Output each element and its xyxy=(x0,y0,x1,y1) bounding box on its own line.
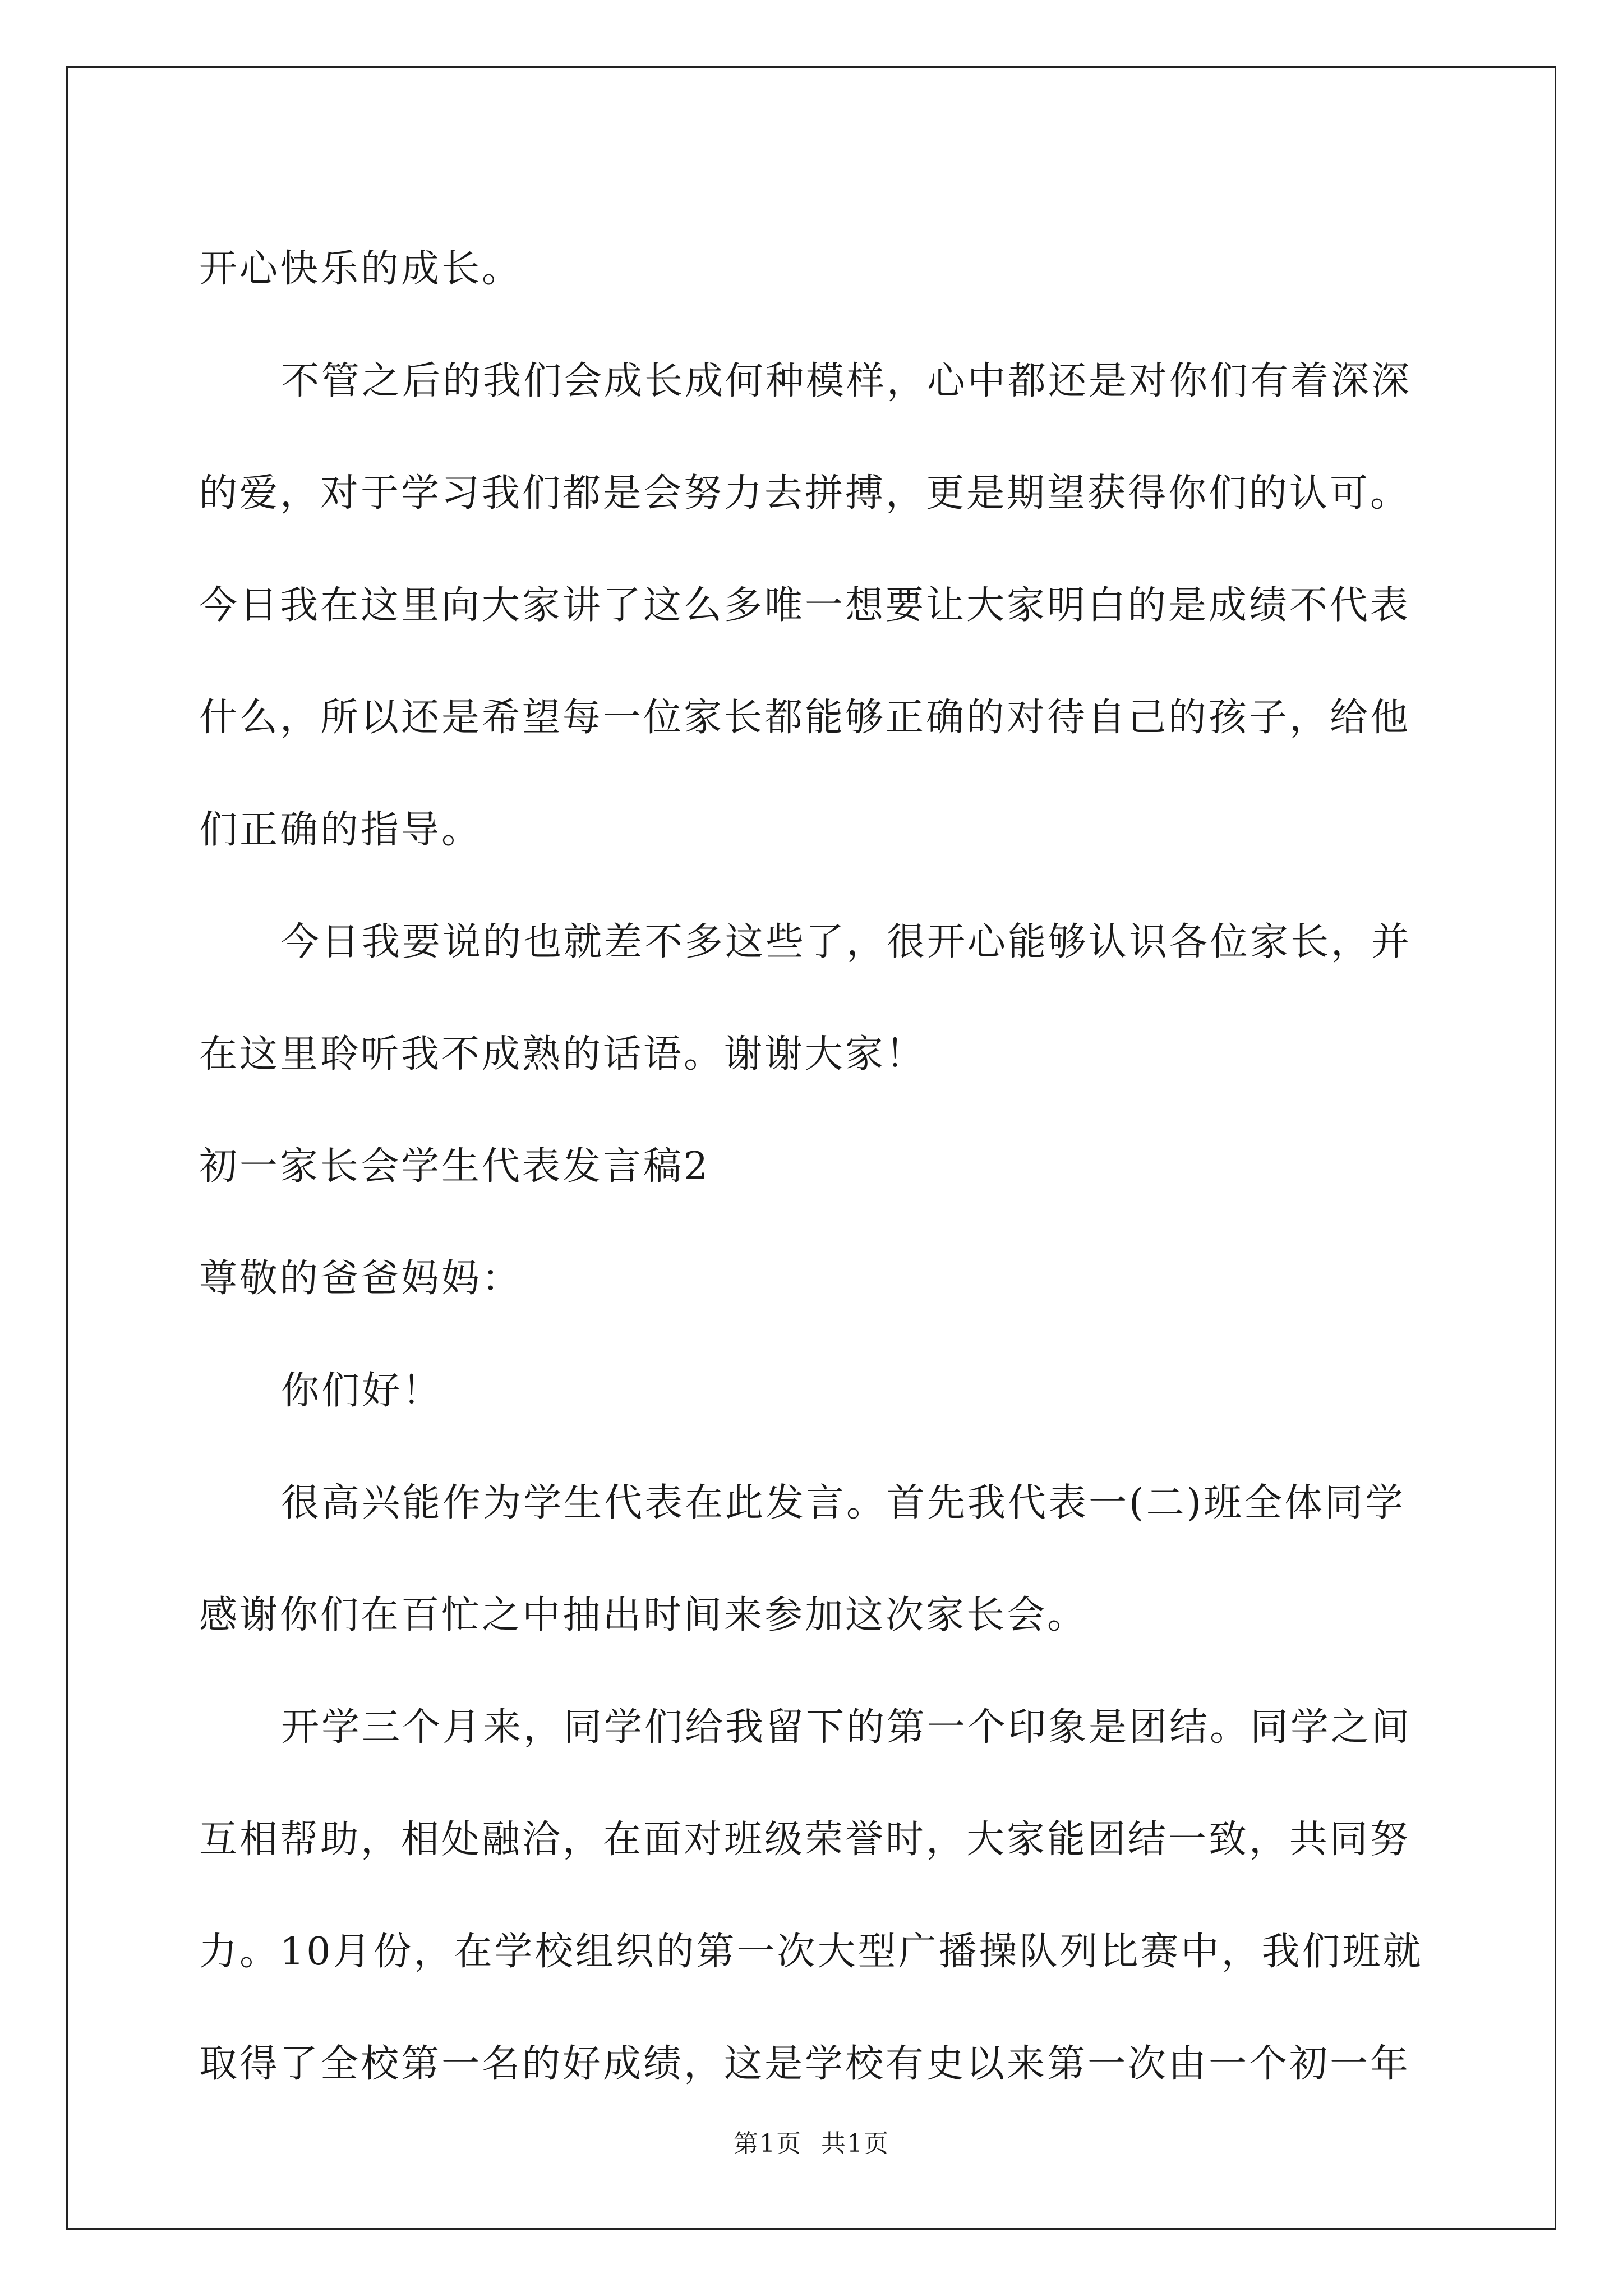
text-line: 们正确的指导。 xyxy=(199,808,482,852)
text-line: 力。10月份，在学校组织的第一次大型广播操队列比赛中，我们班就 xyxy=(199,1930,1423,1974)
text-line: 取得了全校第一名的好成绩，这是学校有史以来第一次由一个初一年 xyxy=(199,2042,1411,2086)
greeting: 你们好！ xyxy=(281,1369,443,1413)
text-line: 互相帮助，相处融洽，在面对班级荣誉时，大家能团结一致，共同努 xyxy=(199,1818,1411,1862)
text-line: 开心快乐的成长。 xyxy=(199,247,523,291)
text-line: 不管之后的我们会成长成何种模样，心中都还是对你们有着深深 xyxy=(281,359,1412,403)
page-total: 共1页 xyxy=(821,2129,889,2158)
text-line: 今日我要说的也就差不多这些了，很开心能够认识各位家长，并 xyxy=(281,920,1412,964)
text-line: 开学三个月来，同学们给我留下的第一个印象是团结。同学之间 xyxy=(281,1705,1412,1750)
text-line: 什么，所以还是希望每一位家长都能够正确的对待自己的孩子，给他 xyxy=(199,696,1411,740)
text-line: 感谢你们在百忙之中抽出时间来参加这次家长会。 xyxy=(199,1593,1088,1637)
text-line: 今日我在这里向大家讲了这么多唯一想要让大家明白的是成绩不代表 xyxy=(199,583,1411,628)
text-line: 在这里聆听我不成熟的话语。谢谢大家！ xyxy=(199,1032,926,1076)
text-line: 的爱，对于学习我们都是会努力去拼搏，更是期望获得你们的认可。 xyxy=(199,471,1411,516)
page-footer xyxy=(0,2123,1623,2159)
text-line: 很高兴能作为学生代表在此发言。首先我代表一(二)班全体同学 xyxy=(281,1481,1406,1525)
salutation: 尊敬的爸爸妈妈： xyxy=(199,1257,523,1301)
section-heading: 初一家长会学生代表发言稿2 xyxy=(199,1144,711,1189)
page-number: 第1页 xyxy=(734,2129,802,2158)
document-body xyxy=(199,213,1427,2120)
